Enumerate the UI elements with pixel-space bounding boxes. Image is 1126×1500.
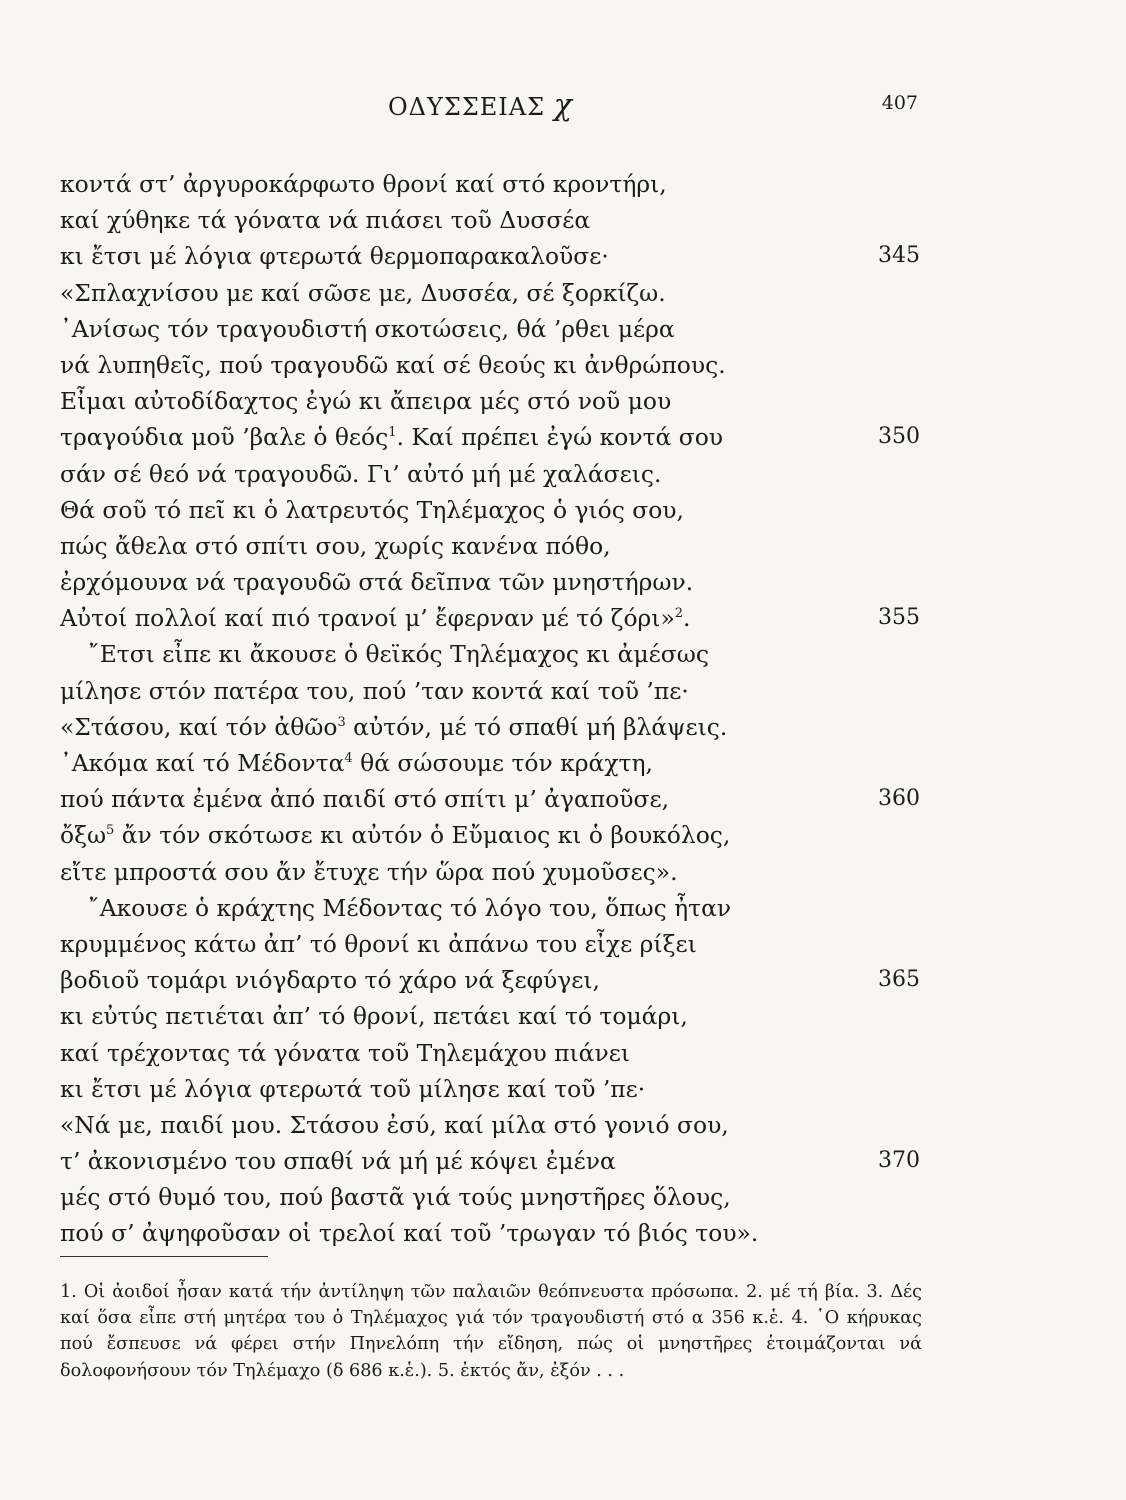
verse-text [60,351,726,379]
verse-line [60,311,920,347]
verse-line [60,890,920,926]
verse-text [60,1039,630,1067]
verse-number: 345 [878,243,920,269]
verse-text [60,1183,731,1211]
verse-text-main: «Σπλαχνίσου με καί σῶσε με, Δυσσέα, σέ ξορκίζω. [60,278,666,307]
verse-text-main: ἐρχόμουνα νά τραγουδῶ στά δεῖπνα τῶν μνηστήρων. [60,568,694,597]
verse-text [60,785,669,813]
verse-text [60,315,675,343]
verse-text [60,858,678,886]
verse-text-main: εἴτε μπροστά σου ἄν ἔτυχε τήν ὥρα πού χυμοῦσες». [60,857,678,886]
verse-text-main: «Νά με, παιδί μου. Στάσου ἐσύ, καί μίλα στό γονιό σου, [60,1110,729,1139]
verse-text-after: θά σώσουμε τόν κράχτη, [352,749,653,777]
verse-text-main: Αὐτοί πολλοί καί πιό τρανοί μ’ ἔφερναν μέ τό ζόρι» [60,604,675,633]
verse-line [60,673,920,709]
verse-text-main: τραγούδια μοῦ ’βαλε ὁ θεός [60,423,389,452]
verse-line [60,419,920,455]
verse-text [60,206,590,234]
verse-line [60,962,920,998]
verse-line [60,275,920,311]
verse-number: 365 [878,967,920,993]
footnote-text: 1. Οἱ ἀοιδοί ἦσαν κατά τήν ἀντίληψη τῶν παλαιῶν θεόπνευστα πρόσωπα. 2. μέ τή βία. 3. Δές καί ὅσα εἶπε στή μητέρα του ὁ Τηλέμαχος γιά τόν τραγουδιστή στό α 356 κ.ἑ. 4. ῾Ο κήρυκας πού ἔσπευσε νά φέρει στήν Πηνελόπη τήν εἴδηση, πώς οἱ μνηστῆρες ἑτοιμάζονται νά δολοφονήσουν τόν Τηλέμαχο (δ 686 κ.ἑ.). 5. ἐκτός ἄν, ἐξόν . . . [60,1282,922,1381]
verse-line [60,636,920,672]
verse-text-main: κι ἔτσι μέ λόγια φτερωτά τοῦ μίλησε καί τοῦ ’πε· [60,1074,646,1103]
verse-text [60,1111,729,1139]
verse-number: 370 [878,1148,920,1174]
verse-number: 350 [878,424,920,450]
verse-text-after: . Καί πρέπει ἐγώ κοντά σου [396,423,724,452]
verse-line [60,1215,920,1251]
verse-line [60,383,920,419]
running-title [388,88,573,123]
verse-text [60,460,661,488]
verse-text-main: πού πάντα ἐμένα ἀπό παιδί στό σπίτι μ’ ἀγαποῦσε, [60,785,670,814]
verse-line [60,926,920,962]
footnote-marker: 4 [344,751,353,767]
verse-line [60,347,920,383]
verse-line [60,1071,920,1107]
footnote-marker: 2 [674,606,684,622]
verse-text-main: κοντά στ’ ἀργυροκάρφωτο θρονί καί στό κροντήρι, [60,170,667,198]
verse-line [60,528,920,564]
verse-number: 360 [878,786,920,812]
footnotes [60,1279,922,1384]
verse-text-main: ῎Ακουσε ὁ κράχτης Μέδοντας τό λόγο του, ὅπως ἦταν [88,893,732,922]
verse-text-main: Θά σοῦ τό πεῖ κι ὁ λατρευτός Τηλέμαχος ὁ γιός σου, [60,495,684,524]
verse-text-main: πώς ἄθελα στό σπίτι σου, χωρίς κανένα πόθο, [60,531,611,560]
verse-line [60,1035,920,1071]
verse-line [60,456,920,492]
verse-number: 355 [878,605,920,631]
verse-text [60,1147,616,1175]
verse-text [60,387,671,415]
verse-line [60,745,920,781]
verse-text [60,170,667,198]
footnote-marker: 3 [337,715,346,731]
verse-text [60,496,684,524]
verse-line [60,709,920,745]
verse-text-main: ᾿Ακόμα καί τό Μέδοντα [60,749,345,777]
verse-text-main: «Στάσου, καί τόν ἀθῶο [60,712,338,741]
verse-text-main: καί τρέχοντας τά γόνατα τοῦ Τηλεμάχου πιάνει [60,1038,630,1067]
verse-text [60,532,611,560]
book-title: ΟΔΥΣΣΕΙΑΣ [388,93,546,121]
verse-text [60,640,709,668]
verse-text-main: βοδιοῦ τομάρι νιόγδαρτο τό χάρο νά ξεφύγει, [60,966,600,995]
verse-line [60,1107,920,1143]
verse-text [60,242,609,270]
verse-text [60,1002,688,1030]
verse-text-main: ῎Ετσι εἶπε κι ἄκουσε ὁ θεϊκός Τηλέμαχος κι ἀμέσως [88,640,709,669]
book-letter: χ [553,88,573,123]
verse-text-main: σάν σέ θεό νά τραγουδῶ. Γι’ αὐτό μή μέ χαλάσεις. [60,459,662,488]
verse-text [60,894,731,922]
verse-text-main: κι ἔτσι μέ λόγια φτερωτά θερμοπαρακαλοῦσε· [60,242,609,271]
verse-text-after: ἄν τόν σκότωσε κι αὐτόν ὁ Εὔμαιος κι ὁ βουκόλος, [114,821,731,850]
verse-text [60,749,653,777]
footnote-rule [60,1256,268,1257]
verse-text [60,821,730,849]
verse-text-main: ὄξω [60,821,107,850]
verse-text-main: νά λυπηθεῖς, πού τραγουδῶ καί σέ θεούς κι ἀνθρώπους. [60,350,726,379]
verse-text [60,713,727,741]
verse-text-after: αὐτόν, μέ τό σπαθί μή βλάψεις. [345,712,728,741]
verse-line [60,492,920,528]
verse-text-main: πού σ’ ἀψηφοῦσαν οἱ τρελοί καί τοῦ ’τρωγαν τό βιός του». [60,1219,759,1248]
verse-block [60,166,920,1252]
verse-text-main: μίλησε στόν πατέρα του, πού ’ταν κοντά καί τοῦ ’πε· [60,676,689,705]
verse-text-main: ᾿Ανίσως τόν τραγουδιστή σκοτώσεις, θά ’ρθει μέρα [60,314,675,343]
verse-line [60,817,920,853]
verse-text [60,279,666,307]
verse-text-after: . [683,604,691,633]
footnote-marker: 5 [106,823,115,839]
verse-line [60,600,920,636]
verse-line [60,1143,920,1179]
verse-line [60,854,920,890]
verse-text-main: τ’ ἀκονισμένο του σπαθί νά μή μέ κόψει ἐμένα [60,1147,616,1176]
verse-line [60,1179,920,1215]
verse-line [60,166,920,202]
verse-text [60,423,723,451]
running-head [0,88,1126,128]
verse-text-main: Εἶμαι αὐτοδίδαχτος ἐγώ κι ἄπειρα μές στό νοῦ μου [60,387,672,416]
verse-text [60,604,690,632]
verse-text [60,1219,758,1247]
verse-line [60,781,920,817]
verse-text [60,966,600,994]
verse-text-main: κι εὐτύς πετιέται ἀπ’ τό θρονί, πετάει καί τό τομάρι, [60,1002,688,1031]
verse-line [60,564,920,600]
verse-text [60,930,697,958]
verse-line [60,238,920,274]
verse-text-main: μές στό θυμό του, πού βαστᾶ γιά τούς μνηστῆρες ὅλους, [60,1183,731,1212]
verse-text-main: καί χύθηκε τά γόνατα νά πιάσει τοῦ Δυσσέα [60,206,591,235]
verse-text [60,1075,645,1103]
verse-text [60,568,693,596]
verse-text-main: κρυμμένος κάτω ἀπ’ τό θρονί κι ἀπάνω του εἶχε ρίξει [60,929,697,958]
verse-text [60,677,689,705]
footnote-marker: 1 [388,425,397,441]
verse-line [60,202,920,238]
page-number: 407 [881,92,918,114]
verse-line [60,998,920,1034]
